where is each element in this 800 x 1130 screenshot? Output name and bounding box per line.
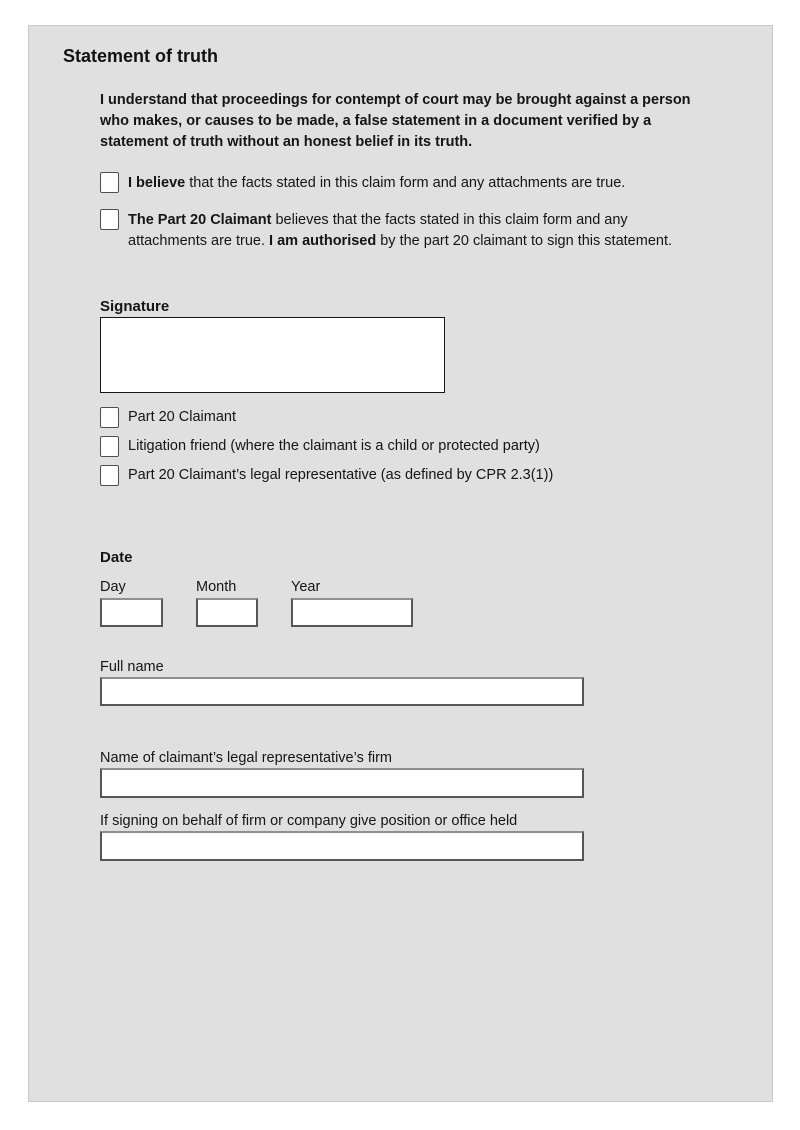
- position-held-label: If signing on behalf of firm or company give position or office held: [100, 813, 518, 829]
- i-believe-label: [128, 171, 625, 194]
- contempt-warning-line: who makes, or causes to be made, a false statement in a document verified by a: [100, 113, 652, 129]
- year-input[interactable]: [291, 598, 413, 627]
- part20-claimant-label: [128, 208, 672, 252]
- capacity-option-part20-claimant: [100, 407, 742, 428]
- page-title: Statement of truth: [63, 46, 218, 66]
- position-held-input[interactable]: [100, 831, 584, 861]
- capacity-litigation-friend-checkbox[interactable]: [100, 436, 119, 457]
- signatory-capacity-options: [100, 407, 742, 486]
- day-label: Day: [100, 579, 126, 595]
- part20-label-line1-rest: believes that the facts stated in this claim form and any: [271, 212, 628, 228]
- day-input[interactable]: [100, 598, 163, 627]
- part20-claimant-checkbox[interactable]: [100, 209, 119, 230]
- part20-label-line2-bold: I am authorised: [269, 233, 377, 249]
- capacity-legal-representative-label: Part 20 Claimant’s legal representative (as defined by CPR 2.3(1)): [128, 467, 554, 483]
- part20-label-line1-bold: The Part 20 Claimant: [128, 212, 272, 228]
- part20-label-line2: [128, 231, 672, 252]
- part20-label-line2-pre: attachments are true.: [128, 233, 270, 249]
- date-section-label: Date: [100, 549, 133, 566]
- belief-option-part20-claimant: [100, 208, 742, 252]
- month-label: Month: [196, 579, 237, 595]
- i-believe-checkbox[interactable]: [100, 172, 119, 193]
- contempt-warning-line: statement of truth without an honest belief in its truth.: [100, 134, 473, 150]
- capacity-part20-claimant-label: Part 20 Claimant: [128, 409, 236, 425]
- full-name-label: Full name: [100, 659, 164, 675]
- capacity-option-legal-representative: [100, 465, 742, 486]
- month-input[interactable]: [196, 598, 258, 627]
- capacity-legal-representative-checkbox[interactable]: [100, 465, 119, 486]
- date-month-group: [196, 577, 258, 627]
- capacity-part20-claimant-checkbox[interactable]: [100, 407, 119, 428]
- year-label: Year: [291, 579, 321, 595]
- capacity-option-litigation-friend: [100, 436, 742, 457]
- belief-option-i-believe: [100, 171, 742, 194]
- firm-name-label: Name of claimant’s legal representative’s firm: [100, 750, 393, 766]
- date-fields: [100, 577, 742, 627]
- date-year-group: [291, 577, 413, 627]
- capacity-litigation-friend-label: Litigation friend (where the claimant is a child or protected party): [128, 438, 540, 454]
- part20-label-line1: [128, 210, 672, 231]
- firm-name-input[interactable]: [100, 768, 584, 798]
- contempt-warning-line: I understand that proceedings for contempt of court may be brought against a person: [100, 92, 691, 108]
- i-believe-label-rest: that the facts stated in this claim form and any attachments are true.: [185, 175, 626, 191]
- i-believe-label-line: [128, 173, 625, 194]
- signature-section-label: Signature: [100, 298, 170, 315]
- form-content: [100, 90, 742, 861]
- date-day-group: [100, 577, 163, 627]
- full-name-input[interactable]: [100, 677, 584, 706]
- signature-input[interactable]: [100, 317, 445, 393]
- contempt-warning-text: [100, 90, 742, 153]
- i-believe-label-bold: I believe: [128, 175, 186, 191]
- part20-label-line2-post: by the part 20 claimant to sign this statement.: [376, 233, 673, 249]
- statement-of-truth-card: [28, 25, 773, 1102]
